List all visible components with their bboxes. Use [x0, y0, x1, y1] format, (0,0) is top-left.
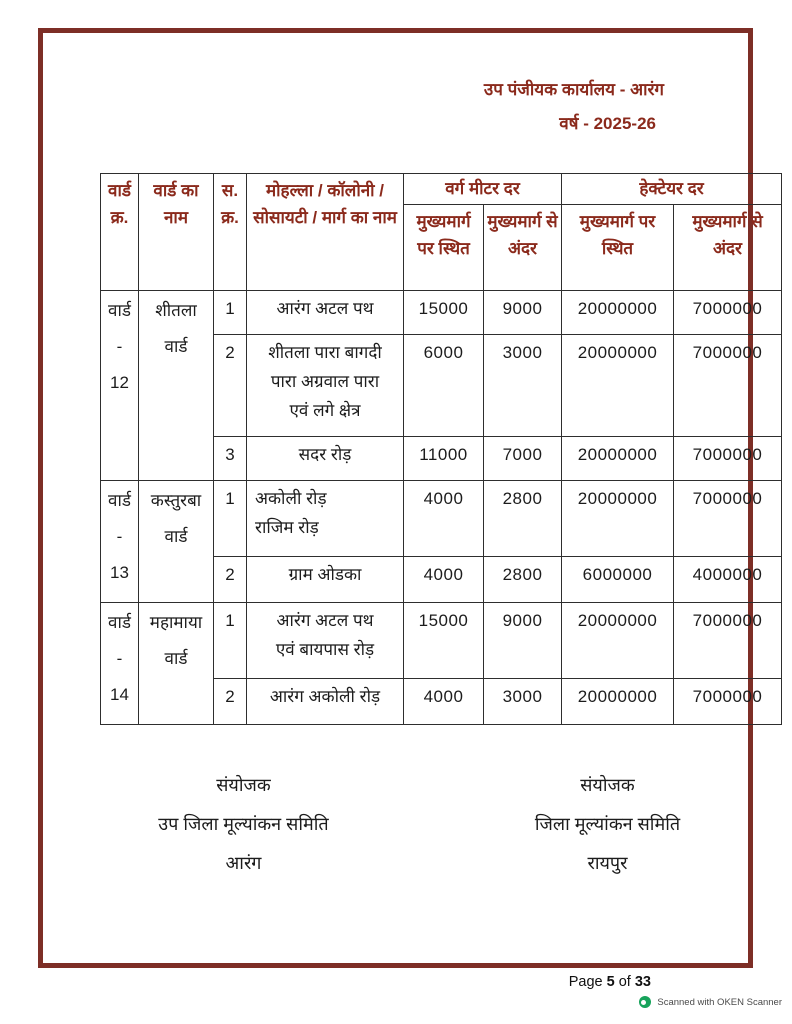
rate-hectare-on-main-cell: 20000000 [562, 291, 674, 335]
header-ward-name: वार्ड का नाम [139, 174, 214, 291]
rate-hectare-on-main-cell: 20000000 [562, 335, 674, 437]
ward-number-cell: वार्ड - 14 [101, 603, 139, 725]
rate-sqm-off-main-cell: 3000 [484, 335, 562, 437]
rate-sqm-on-main-cell: 15000 [404, 603, 484, 679]
locality-cell: सदर रोड़ [247, 437, 404, 481]
scanner-credit [639, 996, 782, 1008]
rate-sqm-on-main-cell: 4000 [404, 481, 484, 557]
header-ward-no: वार्ड क्र. [101, 174, 139, 291]
header-hectare-rate-group: हेक्टेयर दर [562, 174, 782, 205]
rate-hectare-on-main-cell: 20000000 [562, 481, 674, 557]
signature-committee: जिला मूल्यांकन समिति [534, 814, 681, 834]
rate-hectare-off-main-cell: 7000000 [674, 291, 782, 335]
serial-number-cell: 2 [214, 679, 247, 725]
serial-number-cell: 1 [214, 603, 247, 679]
page-border-frame [38, 28, 763, 990]
locality-cell: शीतला पारा बागदी पारा अग्रवाल पारा एवं लगे क्षेत्र [247, 335, 404, 437]
table-row [101, 481, 782, 557]
document-header [484, 73, 664, 141]
serial-number-cell: 1 [214, 481, 247, 557]
rate-sqm-on-main-cell: 6000 [404, 335, 484, 437]
rate-sqm-off-main-cell: 3000 [484, 679, 562, 725]
page-current: 5 [606, 974, 615, 990]
page-label: Page [568, 974, 603, 990]
signature-block-right [495, 766, 720, 883]
locality-cell: आरंग अकोली रोड़ [247, 679, 404, 725]
rate-hectare-on-main-cell: 20000000 [562, 679, 674, 725]
header-hectare-off-main-road: मुख्यमार्ग से अंदर [674, 205, 782, 291]
serial-number-cell: 2 [214, 335, 247, 437]
rate-sqm-off-main-cell: 9000 [484, 603, 562, 679]
signature-block-left [131, 766, 356, 883]
rate-hectare-off-main-cell: 7000000 [674, 481, 782, 557]
ward-number-cell: वार्ड - 12 [101, 291, 139, 481]
oken-scanner-icon [639, 996, 651, 1008]
header-serial-no: स. क्र. [214, 174, 247, 291]
header-sqm-rate-group: वर्ग मीटर दर [404, 174, 562, 205]
ward-name-cell: शीतला वार्ड [139, 291, 214, 481]
table-row [101, 291, 782, 335]
page-total: 33 [634, 974, 651, 990]
rate-hectare-on-main-cell: 20000000 [562, 437, 674, 481]
signature-place: आरंग [225, 853, 262, 873]
scanner-credit-text: Scanned with OKEN Scanner [657, 996, 782, 1008]
rate-hectare-off-main-cell: 7000000 [674, 679, 782, 725]
rate-hectare-on-main-cell: 20000000 [562, 603, 674, 679]
signature-place: रायपुर [587, 853, 628, 873]
rate-hectare-off-main-cell: 7000000 [674, 603, 782, 679]
rate-sqm-on-main-cell: 15000 [404, 291, 484, 335]
ward-number-cell: वार्ड - 13 [101, 481, 139, 603]
signature-title: संयोजक [580, 775, 635, 795]
rate-hectare-off-main-cell: 7000000 [674, 335, 782, 437]
signature-title: संयोजक [216, 775, 271, 795]
ward-name-cell: महामाया वार्ड [139, 603, 214, 725]
rate-hectare-off-main-cell: 7000000 [674, 437, 782, 481]
rate-sqm-off-main-cell: 2800 [484, 481, 562, 557]
year-line: वर्ष - 2025-26 [559, 114, 656, 133]
serial-number-cell: 3 [214, 437, 247, 481]
rate-table-body [101, 291, 782, 725]
rate-sqm-off-main-cell: 7000 [484, 437, 562, 481]
rate-sqm-off-main-cell: 2800 [484, 557, 562, 603]
signature-committee: उप जिला मूल्यांकन समिति [158, 814, 329, 834]
office-title: उप पंजीयक कार्यालय - आरंग [483, 80, 664, 99]
rate-sqm-on-main-cell: 11000 [404, 437, 484, 481]
serial-number-cell: 1 [214, 291, 247, 335]
header-locality: मोहल्ला / कॉलोनी / सोसायटी / मार्ग का नाम [247, 174, 404, 291]
rate-sqm-on-main-cell: 4000 [404, 679, 484, 725]
property-rate-table [100, 173, 782, 725]
table-row [101, 603, 782, 679]
locality-cell: आरंग अटल पथ [247, 291, 404, 335]
ward-name-cell: कस्तुरबा वार्ड [139, 481, 214, 603]
locality-cell: ग्राम ओडका [247, 557, 404, 603]
rate-table-header [101, 174, 782, 291]
header-hectare-on-main-road: मुख्यमार्ग पर स्थित [562, 205, 674, 291]
page-number [569, 974, 651, 990]
header-sqm-off-main-road: मुख्यमार्ग से अंदर [484, 205, 562, 291]
rate-sqm-off-main-cell: 9000 [484, 291, 562, 335]
rate-hectare-on-main-cell: 6000000 [562, 557, 674, 603]
locality-cell: आरंग अटल पथ एवं बायपास रोड़ [247, 603, 404, 679]
locality-cell: अकोली रोड़ राजिम रोड़ [247, 481, 404, 557]
serial-number-cell: 2 [214, 557, 247, 603]
page-of: of [618, 974, 631, 990]
rate-hectare-off-main-cell: 4000000 [674, 557, 782, 603]
header-sqm-on-main-road: मुख्यमार्ग पर स्थित [404, 205, 484, 291]
rate-sqm-on-main-cell: 4000 [404, 557, 484, 603]
